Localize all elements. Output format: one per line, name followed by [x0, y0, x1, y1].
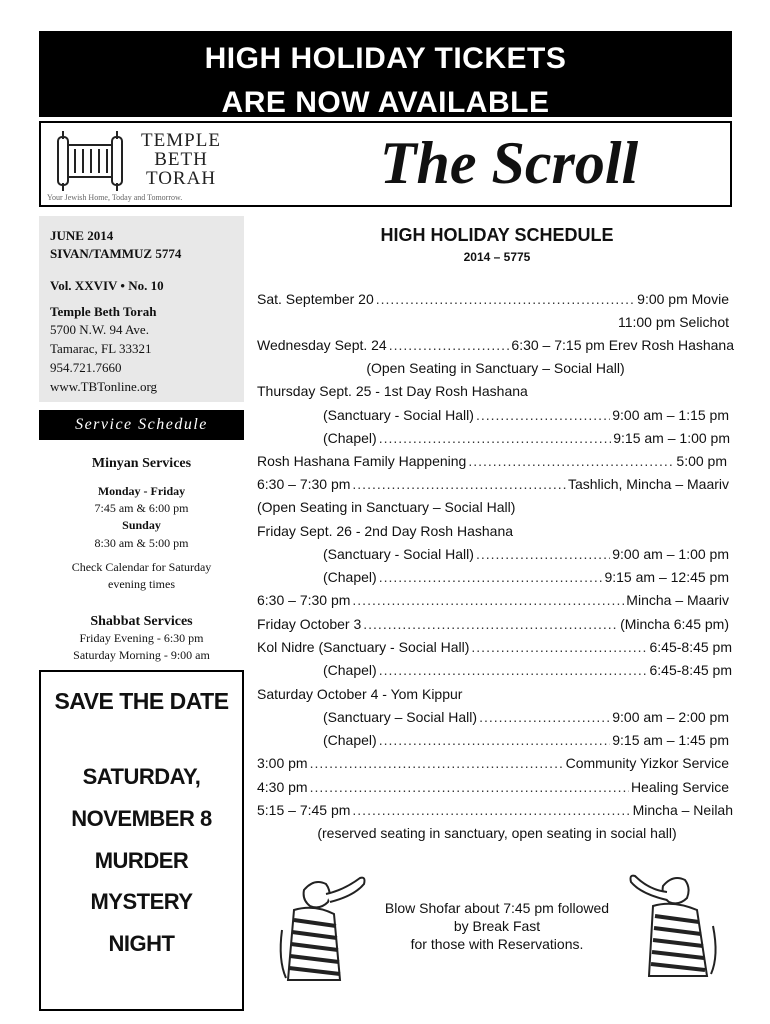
dot-leader	[476, 405, 610, 425]
schedule-row-kol-nidre	[257, 637, 732, 657]
row-value: 9:00 am – 2:00 pm	[612, 709, 729, 725]
schedule-row-mincha-maariv	[257, 590, 729, 610]
schedule-row-oct-3	[257, 614, 729, 634]
org-name: Temple Beth Torah	[50, 304, 157, 319]
row-label: Kol Nidre (Sanctuary - Social Hall)	[257, 639, 470, 655]
dot-leader	[352, 590, 624, 610]
schedule-row-selichot: 11:00 pm Selichot	[617, 314, 729, 330]
schedule-row-tashlich	[257, 474, 729, 494]
break-fast-line-2: by Break Fast	[453, 918, 541, 934]
row-value: 6:45-8:45 pm	[649, 639, 732, 655]
address-line-1: 5700 N.W. 94 Ave.	[50, 322, 149, 337]
row-label: 3:00 pm	[257, 755, 308, 771]
dot-leader	[389, 335, 510, 355]
weekday-times: 7:45 am & 6:00 pm	[94, 501, 189, 515]
dot-leader	[379, 730, 611, 750]
save-date-line-1: SATURDAY,	[82, 764, 201, 789]
dot-leader	[352, 474, 566, 494]
row-value: 6:30 – 7:15 pm Erev Rosh Hashana	[511, 337, 734, 353]
top-banner	[39, 31, 732, 117]
masthead	[39, 121, 732, 207]
schedule-row-neilah	[257, 800, 733, 820]
schedule-subtitle: 2014 – 5775	[463, 250, 531, 264]
dot-leader	[379, 428, 612, 448]
schedule-row-sept-26: Friday Sept. 26 - 2nd Day Rosh Hashana	[257, 523, 514, 539]
shofar-blower-right-icon	[623, 866, 723, 981]
sunday-times: 8:30 am & 5:00 pm	[94, 536, 189, 550]
row-label: (Sanctuary - Social Hall)	[323, 546, 474, 562]
save-date-line-3: MURDER	[94, 848, 189, 873]
save-date-line-2: NOVEMBER 8	[71, 806, 212, 831]
logo-tagline: Your Jewish Home, Today and Tomorrow.	[47, 193, 183, 202]
schedule-row-sept-20	[257, 289, 729, 309]
row-label: 6:30 – 7:30 pm	[257, 592, 351, 608]
row-label: (Chapel)	[323, 430, 377, 446]
torah-scroll-logo-icon	[55, 131, 125, 191]
row-value: (Mincha 6:45 pm)	[620, 616, 729, 632]
service-schedule-header: Service Schedule	[39, 410, 244, 440]
dot-leader	[476, 544, 610, 564]
row-value: 9:00 am – 1:00 pm	[612, 546, 729, 562]
schedule-row-reserved-seating: (reserved seating in sanctuary, open seating in social hall)	[317, 825, 677, 841]
row-value: Tashlich, Mincha – Maariv	[567, 476, 729, 492]
schedule-row-sept-24	[257, 335, 734, 355]
dot-leader	[352, 800, 630, 820]
logo-line-3: TORAH	[145, 168, 217, 189]
row-label: 5:15 – 7:45 pm	[257, 802, 351, 818]
dot-leader	[379, 660, 648, 680]
shofar-blower-left-icon	[274, 870, 374, 985]
schedule-row-sept-25-sanctuary	[323, 405, 729, 425]
break-fast-note	[372, 899, 622, 953]
minyan-services-title: Minyan Services	[91, 456, 192, 471]
issue-volume: Vol. XXVIV • No. 10	[50, 278, 164, 293]
row-label: Sat. September 20	[257, 291, 374, 307]
dot-leader	[379, 567, 603, 587]
issue-date: JUNE 2014	[50, 228, 114, 243]
row-value: 5:00 pm	[676, 453, 727, 469]
newsletter-title: The Scroll	[379, 130, 639, 196]
row-label: Rosh Hashana Family Happening	[257, 453, 467, 469]
phone-number: 954.721.7660	[50, 360, 122, 375]
schedule-row-oct-4: Saturday October 4 - Yom Kippur	[257, 686, 463, 702]
row-value: Mincha – Neilah	[632, 802, 733, 818]
shabbat-services-title: Shabbat Services	[90, 614, 193, 629]
address-line-2: Tamarac, FL 33321	[50, 341, 152, 356]
dot-leader	[363, 614, 618, 634]
row-label: 4:30 pm	[257, 779, 308, 795]
banner-line-1: HIGH HOLIDAY TICKETS	[204, 42, 567, 75]
weekday-label: Monday - Friday	[97, 484, 186, 498]
logo-line-1: TEMPLE	[141, 130, 221, 151]
row-label: (Chapel)	[323, 732, 377, 748]
row-value: 9:15 am – 1:00 pm	[613, 430, 730, 446]
schedule-row-sept-26-sanctuary	[323, 544, 729, 564]
row-label: (Sanctuary - Social Hall)	[323, 407, 474, 423]
logo-line-2: BETH	[154, 149, 208, 170]
schedule-row-kol-nidre-chapel	[323, 660, 732, 680]
row-label: (Chapel)	[323, 569, 377, 585]
schedule-row-oct-4-sanctuary	[323, 707, 729, 727]
schedule-row-healing	[257, 777, 729, 797]
schedule-row-oct-4-chapel	[323, 730, 729, 750]
calendar-note-line-1: Check Calendar for Saturday	[71, 560, 212, 574]
break-fast-line-3: for those with Reservations.	[410, 936, 584, 952]
dot-leader	[479, 707, 610, 727]
row-value: Mincha – Maariv	[626, 592, 729, 608]
row-label: Friday October 3	[257, 616, 362, 632]
row-value: Healing Service	[630, 779, 729, 795]
dot-leader	[310, 753, 564, 773]
schedule-title: HIGH HOLIDAY SCHEDULE	[380, 225, 614, 245]
schedule-row-open-seating-1: (Open Seating in Sanctuary – Social Hall)	[366, 360, 625, 376]
dot-leader	[376, 289, 635, 309]
shabbat-friday: Friday Evening - 6:30 pm	[79, 631, 204, 645]
save-date-line-5: NIGHT	[108, 931, 175, 956]
save-date-line-4: MYSTERY	[90, 889, 193, 914]
row-value: Community Yizkor Service	[565, 755, 729, 771]
banner-line-2: ARE NOW AVAILABLE	[221, 86, 550, 119]
dot-leader	[310, 777, 629, 797]
logo-text	[131, 131, 231, 188]
schedule-row-sept-25-chapel	[323, 428, 730, 448]
row-value: 6:45-8:45 pm	[649, 662, 732, 678]
calendar-note-line-2: evening times	[108, 577, 175, 591]
row-value: 9:00 pm Movie	[637, 291, 729, 307]
row-label: 6:30 – 7:30 pm	[257, 476, 351, 492]
save-the-date-heading: SAVE THE DATE	[54, 688, 229, 714]
sunday-label: Sunday	[122, 518, 161, 532]
row-value: 9:15 am – 1:45 pm	[612, 732, 729, 748]
row-label: (Sanctuary – Social Hall)	[323, 709, 478, 725]
row-value: 9:15 am – 12:45 pm	[604, 569, 729, 585]
schedule-row-open-seating-2: (Open Seating in Sanctuary – Social Hall)	[257, 499, 516, 515]
row-value: 9:00 am – 1:15 pm	[612, 407, 729, 423]
website-link[interactable]: www.TBTonline.org	[50, 379, 158, 394]
row-label: Wednesday Sept. 24	[257, 337, 387, 353]
schedule-row-sept-26-chapel	[323, 567, 729, 587]
break-fast-line-1: Blow Shofar about 7:45 pm followed	[384, 900, 610, 916]
shabbat-saturday: Saturday Morning - 9:00 am	[73, 648, 210, 662]
issue-info-panel	[39, 216, 244, 402]
schedule-row-sept-25: Thursday Sept. 25 - 1st Day Rosh Hashana	[257, 383, 528, 399]
schedule-row-yizkor	[257, 753, 729, 773]
save-the-date-box	[39, 670, 244, 1011]
row-label: (Chapel)	[323, 662, 377, 678]
schedule-row-family-happening	[257, 451, 727, 471]
dot-leader	[471, 637, 647, 657]
hebrew-date: SIVAN/TAMMUZ 5774	[50, 246, 182, 261]
dot-leader	[468, 451, 674, 471]
